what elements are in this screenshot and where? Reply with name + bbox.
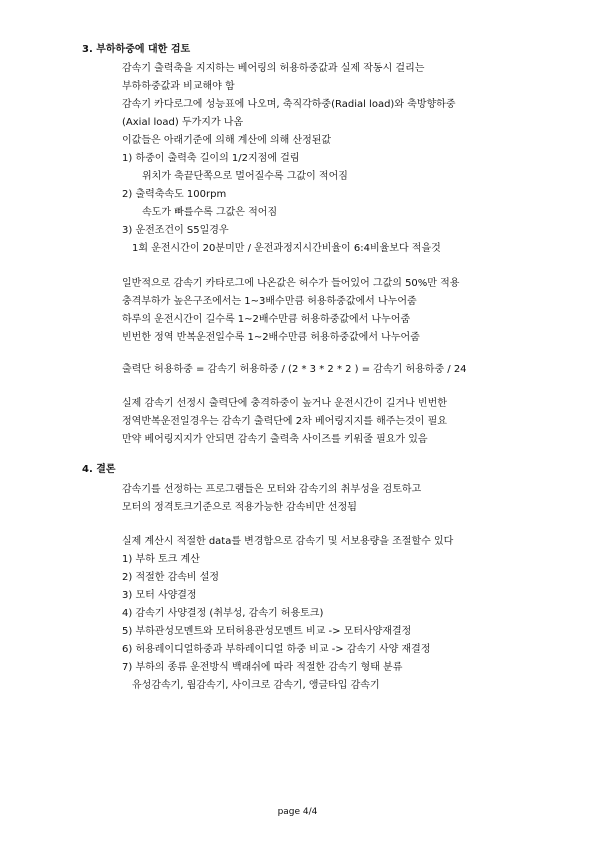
section-4-line: 감속기를 선정하는 프로그램들은 모터와 감속기의 취부성을 검토하고 xyxy=(122,484,422,495)
section-3-line: 빈번한 정역 반복운전일수록 1~2배수만큼 허용하중값에서 나누어줌 xyxy=(122,332,420,343)
section-3-line: 일반적으로 감속기 카타로그에 나온값은 허수가 들어있어 그값의 50%만 적용 xyxy=(122,278,460,289)
section-4-line: 5) 부하관성모멘트와 모터허용관성모멘트 비교 -> 모터사양재결정 xyxy=(122,626,412,637)
section-4-line: 모터의 정격토크기준으로 적용가능한 감속비만 선정됨 xyxy=(122,502,357,513)
section-3-line: 만약 베어링지지가 안되면 감속기 출력축 사이즈를 키워줄 필요가 있음 xyxy=(122,434,428,445)
section-3-line: 감속기 출력축을 지지하는 베어링의 허용하중값과 실제 작동시 걸리는 xyxy=(122,63,425,74)
section-4-line: 7) 부하의 종류 운전방식 백래쉬에 따라 적절한 감속기 형태 분류 xyxy=(122,662,403,673)
section-3-line: (Axial load) 두가지가 나옴 xyxy=(122,117,244,128)
section-3-line: 부하하중값과 비교해야 함 xyxy=(122,81,235,92)
section-4-line: 1) 부하 토크 계산 xyxy=(122,554,200,565)
section-3-line: 실제 감속기 선정시 출력단에 충격하중이 높거나 운전시간이 길거나 빈번한 xyxy=(122,398,447,409)
section-4-line: 3) 모터 사양결정 xyxy=(122,590,197,601)
section-3-line: 이값들은 아래기준에 의해 계산에 의해 산정된값 xyxy=(122,135,332,146)
section-3-line: 위치가 축끝단쪽으로 멀어질수록 그값이 적어짐 xyxy=(142,171,348,182)
section-4-line: 6) 허용레이디얼하중과 부하레이디얼 하중 비교 -> 감속기 사양 재결정 xyxy=(122,644,431,655)
section-3-line: 정역반복운전일경우는 감속기 출력단에 2차 베어링지지를 해주는것이 필요 xyxy=(122,416,447,427)
section-4-line: 유성감속기, 웜감속기, 사이크로 감속기, 앵글타입 감속기 xyxy=(132,680,380,691)
section-3-line: 3) 운전조건이 S5일경우 xyxy=(122,225,229,236)
section-3-heading: 3. 부하하중에 대한 검토 xyxy=(82,44,191,55)
section-4-line: 실제 계산시 적절한 data를 변경함으로 감속기 및 서보용량을 조절할수 있다 xyxy=(122,536,454,547)
section-4-line: 4) 감속기 사양결정 (취부성, 감속기 허용토크) xyxy=(122,608,324,619)
section-3-line: 하루의 운전시간이 길수록 1~2배수만큼 허용하중값에서 나누어줌 xyxy=(122,314,411,325)
section-3-line: 2) 출력축속도 100rpm xyxy=(122,189,227,200)
section-4-heading: 4. 결론 xyxy=(82,464,116,475)
section-3-line: 1) 하중이 출력축 길이의 1/2지점에 걸림 xyxy=(122,153,300,164)
section-4-line: 2) 적절한 감속비 설정 xyxy=(122,572,220,583)
section-3-line: 속도가 빠를수록 그값은 적어짐 xyxy=(142,207,278,218)
section-3-line: 충격부하가 높은구조에서는 1~3배수만큼 허용하중값에서 나누어줌 xyxy=(122,296,417,307)
page-number: page 4/4 xyxy=(277,807,318,817)
formula-line: 출력단 허용하중 = 감속기 허용하중 / (2 * 3 * 2 * 2 ) = 감속기 허용하중 / 24 xyxy=(122,364,467,375)
section-3-line: 1회 운전시간이 20분미만 / 운전과정지시간비율이 6:4비율보다 적을것 xyxy=(132,243,441,254)
section-3-line: 감속기 카다로그에 성능표에 나오며, 축직각하중(Radial load)와 축방향하중 xyxy=(122,99,456,110)
